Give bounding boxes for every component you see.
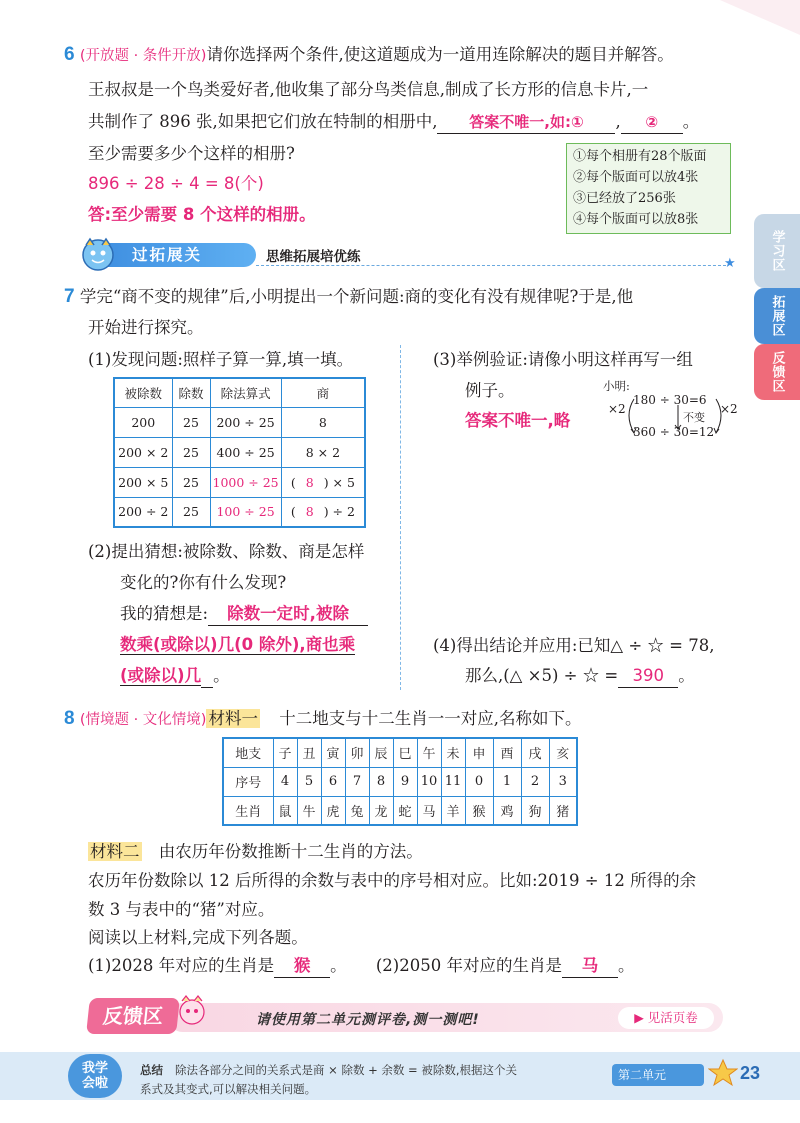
q6-line: 王叔叔是一个鸟类爱好者,他收集了部分鸟类信息,制成了长方形的信息卡片,一 bbox=[88, 80, 649, 99]
side-tab-study[interactable]: 学习区 bbox=[754, 214, 800, 288]
table-cell: 11 bbox=[441, 767, 465, 796]
comma: , bbox=[615, 112, 621, 131]
table-cell: 酉 bbox=[493, 738, 521, 767]
table-cell: 2 bbox=[521, 767, 549, 796]
q8-line: 数 3 与表中的“猪”对应。 bbox=[88, 900, 275, 919]
period: 。 bbox=[213, 666, 230, 685]
q6-text: 共制作了 896 张,如果把它们放在特制的相册中, bbox=[88, 112, 438, 131]
table-cell: 7 bbox=[345, 767, 369, 796]
q6-line-blanks bbox=[88, 111, 699, 134]
answer-blank[interactable]: 猴 bbox=[274, 955, 330, 978]
answer-blank[interactable]: 8 bbox=[305, 474, 314, 490]
table-header: 除法算式 bbox=[210, 378, 281, 407]
table-cell: 申 bbox=[465, 738, 493, 767]
condition-item: ①每个相册有28个版面 bbox=[573, 149, 707, 164]
question-prompt: 请你选择两个条件,使这道题成为一道用连除解决的题目并解答。 bbox=[206, 45, 674, 64]
section-banner bbox=[70, 241, 735, 269]
q8-line bbox=[64, 708, 581, 731]
q7-part2-line: 变化的?你有什么发现? bbox=[120, 573, 287, 592]
table-cell: 4 bbox=[273, 767, 297, 796]
table-cell-answer: 1000 ÷ 25 bbox=[210, 467, 281, 497]
condition-item: ③已经放了256张 bbox=[573, 191, 676, 206]
quotient-table bbox=[113, 377, 366, 528]
answer-blank[interactable]: 马 bbox=[562, 955, 618, 978]
banner-title: 过拓展关 bbox=[96, 243, 256, 267]
q8-sub1-text: (1)2028 年对应的生肖是 bbox=[88, 956, 275, 975]
table-cell: 200 × 2 bbox=[114, 437, 172, 467]
zodiac-table bbox=[222, 737, 578, 826]
q7-part3-answer: 答案不唯一,略 bbox=[465, 411, 571, 430]
table-cell: 戌 bbox=[521, 738, 549, 767]
question-tag: (开放题 · 条件开放) bbox=[79, 48, 207, 64]
table-cell: 25 bbox=[172, 407, 210, 437]
guess-answer-text: 数乘(或除以)几(0 除外),商也乘 bbox=[120, 635, 356, 654]
table-cell: 猴 bbox=[465, 796, 493, 825]
table-cell: 8 bbox=[281, 407, 365, 437]
table-header: 被除数 bbox=[114, 378, 172, 407]
table-cell: 鼠 bbox=[273, 796, 297, 825]
q7-text: 学完“商不变的规律”后,小明提出一个新问题:商的变化有没有规律呢?于是,他 bbox=[79, 287, 634, 306]
period: 。 bbox=[682, 112, 700, 131]
example-left-factor: ×2 bbox=[608, 402, 626, 416]
unit-label: 第二单元 bbox=[612, 1064, 704, 1086]
period: 。 bbox=[678, 666, 695, 685]
summary-label: 总结 bbox=[140, 1063, 163, 1077]
table-cell: 龙 bbox=[369, 796, 393, 825]
table-cell: 8 × 2 bbox=[281, 437, 365, 467]
table-cell: 羊 bbox=[441, 796, 465, 825]
table-cell-answer: 100 ÷ 25 bbox=[210, 497, 281, 527]
see-worksheet-button[interactable]: ▶ 见活页卷 bbox=[618, 1007, 714, 1029]
table-row bbox=[223, 738, 577, 767]
corner-decoration bbox=[690, 0, 800, 40]
feedback-mascot-icon bbox=[174, 992, 210, 1028]
side-tab-extend[interactable]: 拓展区 bbox=[754, 288, 800, 344]
table-cell: 未 bbox=[441, 738, 465, 767]
table-cell: 200 ÷ 2 bbox=[114, 497, 172, 527]
material-label: 材料一 bbox=[208, 709, 258, 728]
table-cell: 牛 bbox=[297, 796, 321, 825]
table-header: 除数 bbox=[172, 378, 210, 407]
q7-part3-line: (3)举例验证:请像小明这样再写一组 bbox=[433, 350, 693, 369]
guess-answer-line[interactable] bbox=[120, 634, 355, 656]
example-right-factor: ×2 bbox=[720, 402, 738, 416]
table-cell: 巳 bbox=[393, 738, 417, 767]
banner-divider bbox=[256, 265, 726, 266]
question-number: 7 bbox=[64, 286, 75, 307]
table-cell: 虎 bbox=[321, 796, 345, 825]
answer-blank[interactable]: 8 bbox=[305, 504, 314, 520]
q7-part2-line bbox=[120, 665, 230, 688]
q6-calculation: 896 ÷ 28 ÷ 4 = 8(个) bbox=[88, 174, 264, 193]
table-cell: 地支 bbox=[223, 738, 273, 767]
table-row bbox=[223, 767, 577, 796]
example-top-equation: 180 ÷ 30=6 bbox=[633, 393, 707, 407]
example-middle-note: 不变 bbox=[683, 411, 705, 424]
table-cell: 25 bbox=[172, 437, 210, 467]
q7-part2-line: (2)提出猜想:被除数、除数、商是怎样 bbox=[88, 542, 365, 561]
paren-open: ( bbox=[290, 504, 296, 520]
material-text: 十二地支与十二生肖一一对应,名称如下。 bbox=[279, 709, 582, 728]
table-cell: 卯 bbox=[345, 738, 369, 767]
conditions-box bbox=[566, 143, 731, 234]
table-cell bbox=[281, 497, 365, 527]
table-cell bbox=[281, 467, 365, 497]
table-cell: 0 bbox=[465, 767, 493, 796]
answer-blank-2[interactable]: ② bbox=[621, 111, 683, 134]
table-cell: 9 bbox=[393, 767, 417, 796]
table-cell: 400 ÷ 25 bbox=[210, 437, 281, 467]
table-cell: 兔 bbox=[345, 796, 369, 825]
table-cell: 1 bbox=[493, 767, 521, 796]
table-cell: 200 bbox=[114, 407, 172, 437]
table-header: 商 bbox=[281, 378, 365, 407]
q8-line: 阅读以上材料,完成下列各题。 bbox=[88, 928, 308, 947]
q7-line: 开始进行探究。 bbox=[88, 318, 204, 337]
feedback-title: 反馈区 bbox=[86, 998, 180, 1034]
q7-part4-text: 那么,(△ ×5) ÷ ☆ = bbox=[465, 666, 619, 685]
page-number: 23 bbox=[740, 1063, 761, 1083]
table-cell: 辰 bbox=[369, 738, 393, 767]
table-cell: 3 bbox=[549, 767, 577, 796]
table-cell: 25 bbox=[172, 497, 210, 527]
table-cell: 8 bbox=[369, 767, 393, 796]
table-cell: 生肖 bbox=[223, 796, 273, 825]
answer-blank[interactable]: 390 bbox=[618, 665, 678, 688]
q7-part3-line: 例子。 bbox=[465, 381, 515, 400]
table-cell: 子 bbox=[273, 738, 297, 767]
material-text: 由农历年份数推断十二生肖的方法。 bbox=[158, 842, 423, 861]
table-cell: 午 bbox=[417, 738, 441, 767]
table-cell: 马 bbox=[417, 796, 441, 825]
q6-prompt-line bbox=[64, 44, 674, 67]
table-cell: 丑 bbox=[297, 738, 321, 767]
summary-text: 系式及其变式,可以解决相关问题。 bbox=[140, 1082, 317, 1096]
table-row bbox=[114, 437, 365, 467]
period: 。 bbox=[617, 956, 635, 975]
q8-line: 农历年份数除以 12 后所得的余数与表中的序号相对应。比如:2019 ÷ 12 所得的余 bbox=[88, 871, 697, 890]
learned-badge bbox=[68, 1054, 122, 1098]
condition-item: ②每个版面可以放4张 bbox=[573, 170, 699, 185]
table-cell: 狗 bbox=[521, 796, 549, 825]
table-cell: 蛇 bbox=[393, 796, 417, 825]
table-cell: 200 × 5 bbox=[114, 467, 172, 497]
material-label: 材料二 bbox=[90, 842, 140, 861]
q6-question: 至少需要多少个这样的相册? bbox=[88, 144, 295, 163]
answer-blank-1[interactable]: 答案不唯一,如:① bbox=[437, 111, 615, 134]
q8-subquestions bbox=[88, 955, 634, 978]
guess-label: 我的猜想是: bbox=[120, 604, 209, 623]
q6-answer: 答:至少需要 8 个这样的相册。 bbox=[88, 205, 316, 224]
table-cell: 10 bbox=[417, 767, 441, 796]
table-header-row bbox=[114, 378, 365, 407]
question-tag: (情境题 · 文化情境) bbox=[79, 712, 207, 728]
q7-part4-line: (4)得出结论并应用:已知△ ÷ ☆ = 78, bbox=[433, 636, 715, 655]
condition-item: ④每个版面可以放8张 bbox=[573, 212, 699, 227]
table-row bbox=[114, 467, 365, 497]
table-cell: 序号 bbox=[223, 767, 273, 796]
q7-line bbox=[64, 286, 633, 308]
guess-answer-text[interactable]: (或除以)几 bbox=[120, 666, 202, 685]
underline-pad bbox=[201, 665, 213, 688]
badge-line: 我学 bbox=[81, 1061, 108, 1076]
q8-sub2-text: (2)2050 年对应的生肖是 bbox=[375, 956, 562, 975]
table-cell: 25 bbox=[172, 467, 210, 497]
side-tab-feedback[interactable]: 反馈区 bbox=[754, 344, 800, 400]
feedback-bar bbox=[88, 998, 723, 1034]
q7-part4-line bbox=[465, 665, 695, 688]
table-cell: 寅 bbox=[321, 738, 345, 767]
table-cell: 200 ÷ 25 bbox=[210, 407, 281, 437]
table-cell: 5 bbox=[297, 767, 321, 796]
badge-line: 会啦 bbox=[81, 1076, 108, 1091]
guess-answer[interactable]: 除数一定时,被除 bbox=[208, 603, 368, 626]
column-divider bbox=[400, 345, 401, 690]
example-bottom-equation: 360 ÷ 30=12 bbox=[633, 425, 715, 439]
paren-open: ( bbox=[290, 474, 296, 490]
mascot-icon bbox=[78, 235, 118, 273]
example-label: 小明: bbox=[603, 379, 630, 393]
table-cell: 鸡 bbox=[493, 796, 521, 825]
star-icon: ★ bbox=[724, 256, 736, 271]
question-number: 8 bbox=[64, 708, 75, 729]
q7-part1-title: (1)发现问题:照样子算一算,填一填。 bbox=[88, 350, 354, 369]
table-cell: 6 bbox=[321, 767, 345, 796]
table-cell: 亥 bbox=[549, 738, 577, 767]
banner-subtitle: 思维拓展培优练 bbox=[266, 249, 361, 265]
summary bbox=[140, 1061, 600, 1099]
feedback-text: 请使用第二单元测评卷,测一测吧! bbox=[256, 1012, 480, 1028]
paren-close: ) ÷ 2 bbox=[323, 504, 355, 520]
table-row bbox=[114, 407, 365, 437]
period: 。 bbox=[330, 956, 347, 975]
table-row bbox=[114, 497, 365, 527]
paren-close: ) × 5 bbox=[323, 474, 355, 490]
star-mascot-icon bbox=[708, 1058, 738, 1088]
question-number: 6 bbox=[64, 44, 75, 65]
table-cell: 猪 bbox=[549, 796, 577, 825]
table-row bbox=[223, 796, 577, 825]
summary-text: 除法各部分之间的关系式是商 × 除数 + 余数 = 被除数,根据这个关 bbox=[175, 1063, 517, 1077]
q7-part2-line bbox=[120, 603, 368, 626]
q8-line bbox=[88, 841, 423, 863]
example-arrows bbox=[620, 395, 730, 439]
